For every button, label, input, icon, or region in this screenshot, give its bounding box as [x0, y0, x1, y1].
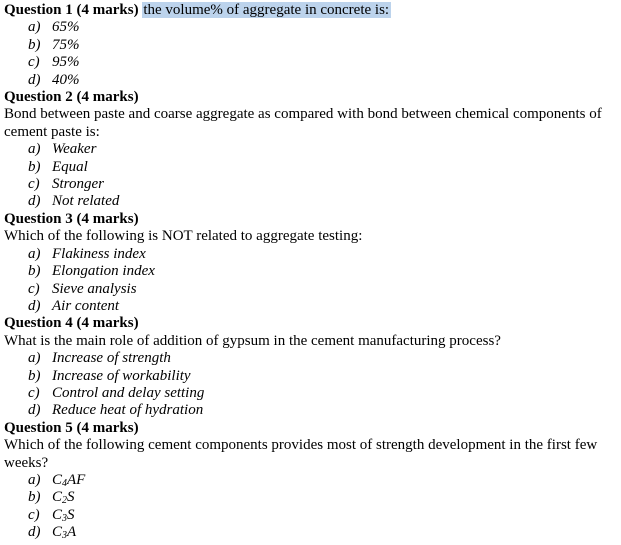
option-letter: a) — [28, 471, 41, 488]
formula-part: S — [67, 506, 75, 523]
option-text: Reduce heat of hydration — [52, 402, 204, 419]
question-text: Which of the following is NOT related to aggregate testing: — [4, 228, 363, 245]
option-list — [4, 350, 615, 420]
option-list — [4, 19, 615, 89]
option-letter: c) — [28, 384, 40, 401]
option-c — [28, 281, 615, 298]
option-letter: d) — [28, 71, 41, 88]
option-letter: c) — [28, 54, 40, 71]
option-text: Elongation index — [52, 263, 155, 280]
option-text: Weaker — [52, 141, 97, 158]
option-a — [28, 350, 615, 367]
option-letter: d) — [28, 297, 41, 314]
option-b — [28, 489, 615, 506]
option-text: Air content — [52, 297, 120, 314]
option-letter: c) — [28, 506, 40, 523]
option-letter: d) — [28, 402, 41, 419]
option-list — [4, 472, 615, 542]
option-b — [28, 159, 615, 176]
option-letter: b) — [28, 158, 41, 175]
option-letter: c) — [28, 176, 40, 193]
formula-subscript: 3 — [62, 512, 68, 524]
formula-part: C — [52, 471, 63, 488]
option-letter: d) — [28, 524, 41, 541]
option-list — [4, 246, 615, 316]
question-title: Question 3 (4 marks) — [4, 210, 139, 227]
option-letter: b) — [28, 263, 41, 280]
option-text: Equal — [52, 158, 88, 175]
option-text: Stronger — [52, 176, 104, 193]
question-text: What is the main role of addition of gypsum in the cement manufacturing process? — [4, 332, 501, 349]
option-text — [52, 524, 76, 540]
question-title: Question 4 (4 marks) — [4, 315, 139, 332]
question-1 — [4, 2, 615, 89]
option-text: Sieve analysis — [52, 280, 137, 297]
option-letter: a) — [28, 245, 41, 262]
option-c — [28, 54, 615, 71]
question-text: Which of the following cement components provides most of strength development in the first few weeks? — [4, 437, 598, 471]
option-letter: d) — [28, 193, 41, 210]
formula-part: A — [67, 524, 77, 541]
option-d — [28, 193, 615, 210]
option-letter: a) — [28, 19, 41, 36]
option-a — [28, 141, 615, 158]
option-d — [28, 298, 615, 315]
option-letter: b) — [28, 367, 41, 384]
option-b — [28, 368, 615, 385]
option-text — [52, 472, 85, 488]
option-c — [28, 507, 615, 524]
option-d — [28, 524, 615, 541]
question-2 — [4, 89, 615, 211]
option-c — [28, 176, 615, 193]
option-text — [52, 507, 75, 523]
option-a — [28, 19, 615, 36]
option-text: 40% — [52, 71, 80, 88]
option-letter: a) — [28, 350, 41, 367]
question-text: Bond between paste and coarse aggregate as compared with bond between chemical components of cement paste is: — [4, 106, 602, 140]
option-text: Control and delay setting — [52, 384, 205, 401]
question-text-highlighted[interactable]: the volume% of aggregate in concrete is: — [143, 2, 390, 18]
formula-part: C — [52, 489, 63, 506]
formula-subscript: 3 — [62, 530, 68, 542]
question-title: Question 2 (4 marks) — [4, 89, 139, 106]
question-title: Question 1 (4 marks) — [4, 2, 139, 18]
option-d — [28, 402, 615, 419]
option-letter: b) — [28, 36, 41, 53]
formula-subscript: 2 — [62, 495, 68, 507]
formula-part: S — [67, 489, 75, 506]
option-text: 65% — [52, 19, 80, 36]
formula-part: C — [52, 506, 63, 523]
option-a — [28, 472, 615, 489]
option-letter: a) — [28, 141, 41, 158]
option-b — [28, 263, 615, 280]
option-text: Increase of workability — [52, 367, 191, 384]
formula-part: C — [52, 524, 63, 541]
question-4 — [4, 315, 615, 419]
formula-part: AF — [67, 471, 86, 488]
option-text: Flakiness index — [52, 245, 146, 262]
question-heading — [4, 2, 615, 19]
option-list — [4, 141, 615, 211]
option-d — [28, 72, 615, 89]
question-3 — [4, 211, 615, 315]
question-5 — [4, 420, 615, 542]
option-c — [28, 385, 615, 402]
option-text: Increase of strength — [52, 350, 171, 367]
option-text: 95% — [52, 54, 80, 71]
option-text — [52, 489, 75, 505]
option-b — [28, 37, 615, 54]
option-a — [28, 246, 615, 263]
option-text: Not related — [52, 193, 120, 210]
option-text: 75% — [52, 36, 80, 53]
option-letter: b) — [28, 489, 41, 506]
formula-subscript: 4 — [62, 477, 68, 489]
question-title: Question 5 (4 marks) — [4, 419, 139, 436]
option-letter: c) — [28, 280, 40, 297]
